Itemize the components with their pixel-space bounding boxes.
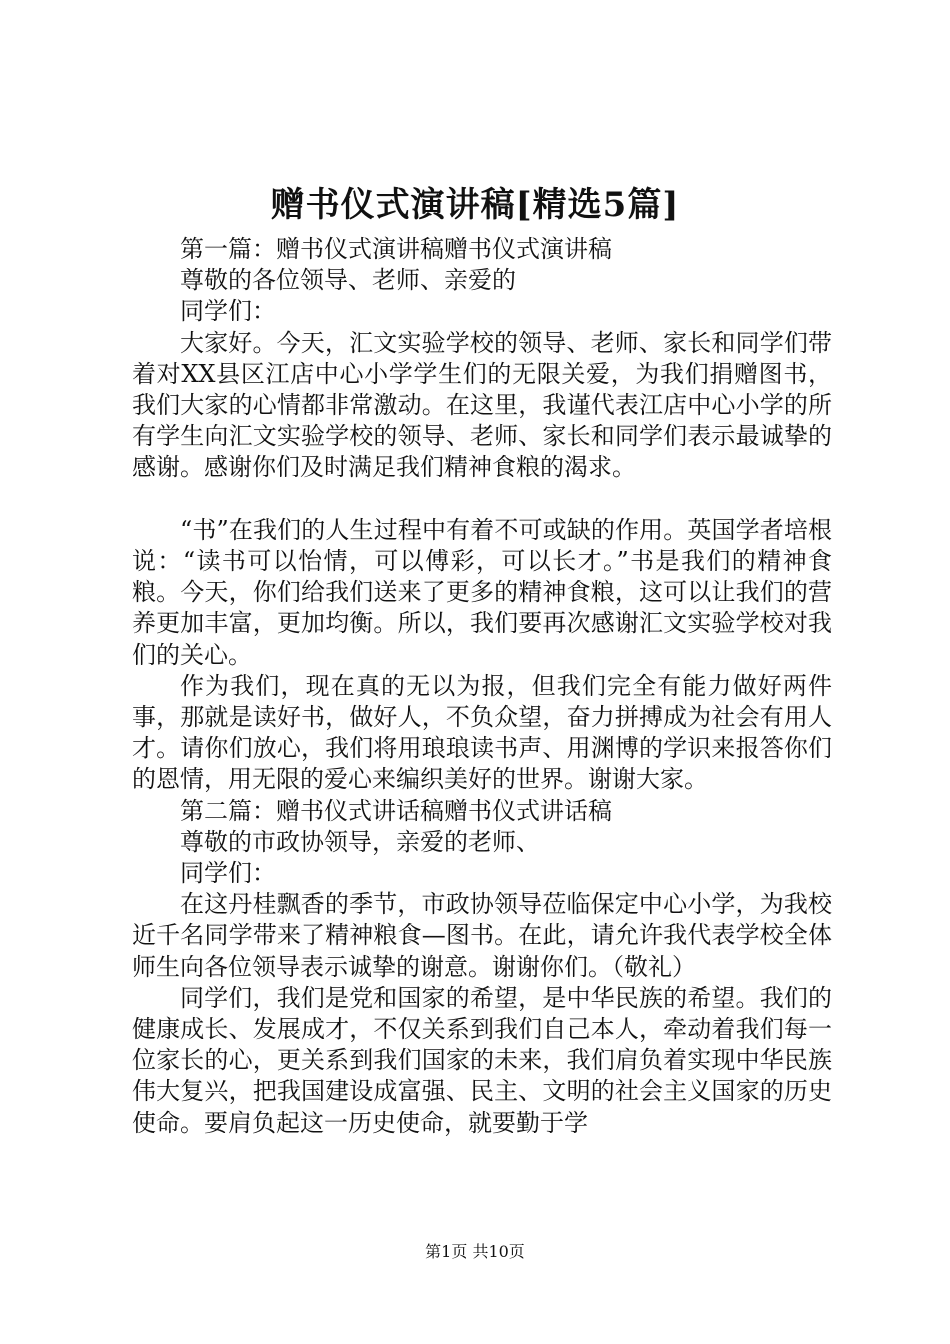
body-paragraph: 同学们，我们是党和国家的希望，是中华民族的希望。我们的健康成长、发展成才，不仅关系到我们自己本人，牵动着我们每一位家长的心，更关系到我们国家的未来，我们肩负着实现中华民族伟大复兴，把我国建设成富强、民主、文明的社会主义国家的历史使命。要肩负起这一历史使命，就要勤于学: [132, 983, 832, 1137]
section-heading-1: 第一篇：赠书仪式演讲稿赠书仪式演讲稿: [180, 235, 612, 263]
body-paragraph: 作为我们，现在真的无以为报，但我们完全有能力做好两件事，那就是读好书，做好人，不负众望，奋力拼搏成为社会有用人才。请你们放心，我们将用琅琅读书声、用渊博的学识来报答你们的恩情，用无限的爱心来编织美好的世界。谢谢大家。: [132, 671, 832, 794]
paragraph-spacer: [132, 484, 832, 515]
document-title: 赠书仪式演讲稿[精选5篇]: [270, 185, 680, 225]
document-body: [132, 234, 832, 1139]
body-paragraph: 在这丹桂飘香的季节，市政协领导莅临保定中心小学，为我校近千名同学带来了精神粮食—图书。在此，请允许我代表学校全体师生向各位领导表示诚挚的谢意。谢谢你们。（敬礼）: [132, 890, 832, 981]
salutation-line: 尊敬的各位领导、老师、亲爱的: [180, 266, 516, 295]
body-paragraph: “书”在我们的人生过程中有着不可或缺的作用。英国学者培根说：“读书可以怡情，可以傅彩，可以长才。”书是我们的精神食粮。今天，你们给我们送来了更多的精神食粮，这可以让我们的营养更加丰富，更加均衡。所以，我们要再次感谢汇文实验学校对我们的关心。: [132, 515, 832, 669]
salutation-line: 同学们：: [180, 297, 276, 326]
body-paragraph: 大家好。今天，汇文实验学校的领导、老师、家长和同学们带着对XX县区江店中心小学学生们的无限关爱，为我们捐赠图书，我们大家的心情都非常激动。在这里，我谨代表江店中心小学的所有学生向汇文实验学校的领导、老师、家长和同学们表示最诚挚的感谢。感谢你们及时满足我们精神食粮的渴求。: [132, 328, 832, 482]
page-footer: 第1页 共10页: [425, 1242, 525, 1261]
salutation-line: 同学们：: [180, 859, 276, 888]
salutation-line: 尊敬的市政协领导，亲爱的老师、: [180, 827, 540, 856]
section-heading-2: 第二篇：赠书仪式讲话稿赠书仪式讲话稿: [180, 796, 612, 825]
